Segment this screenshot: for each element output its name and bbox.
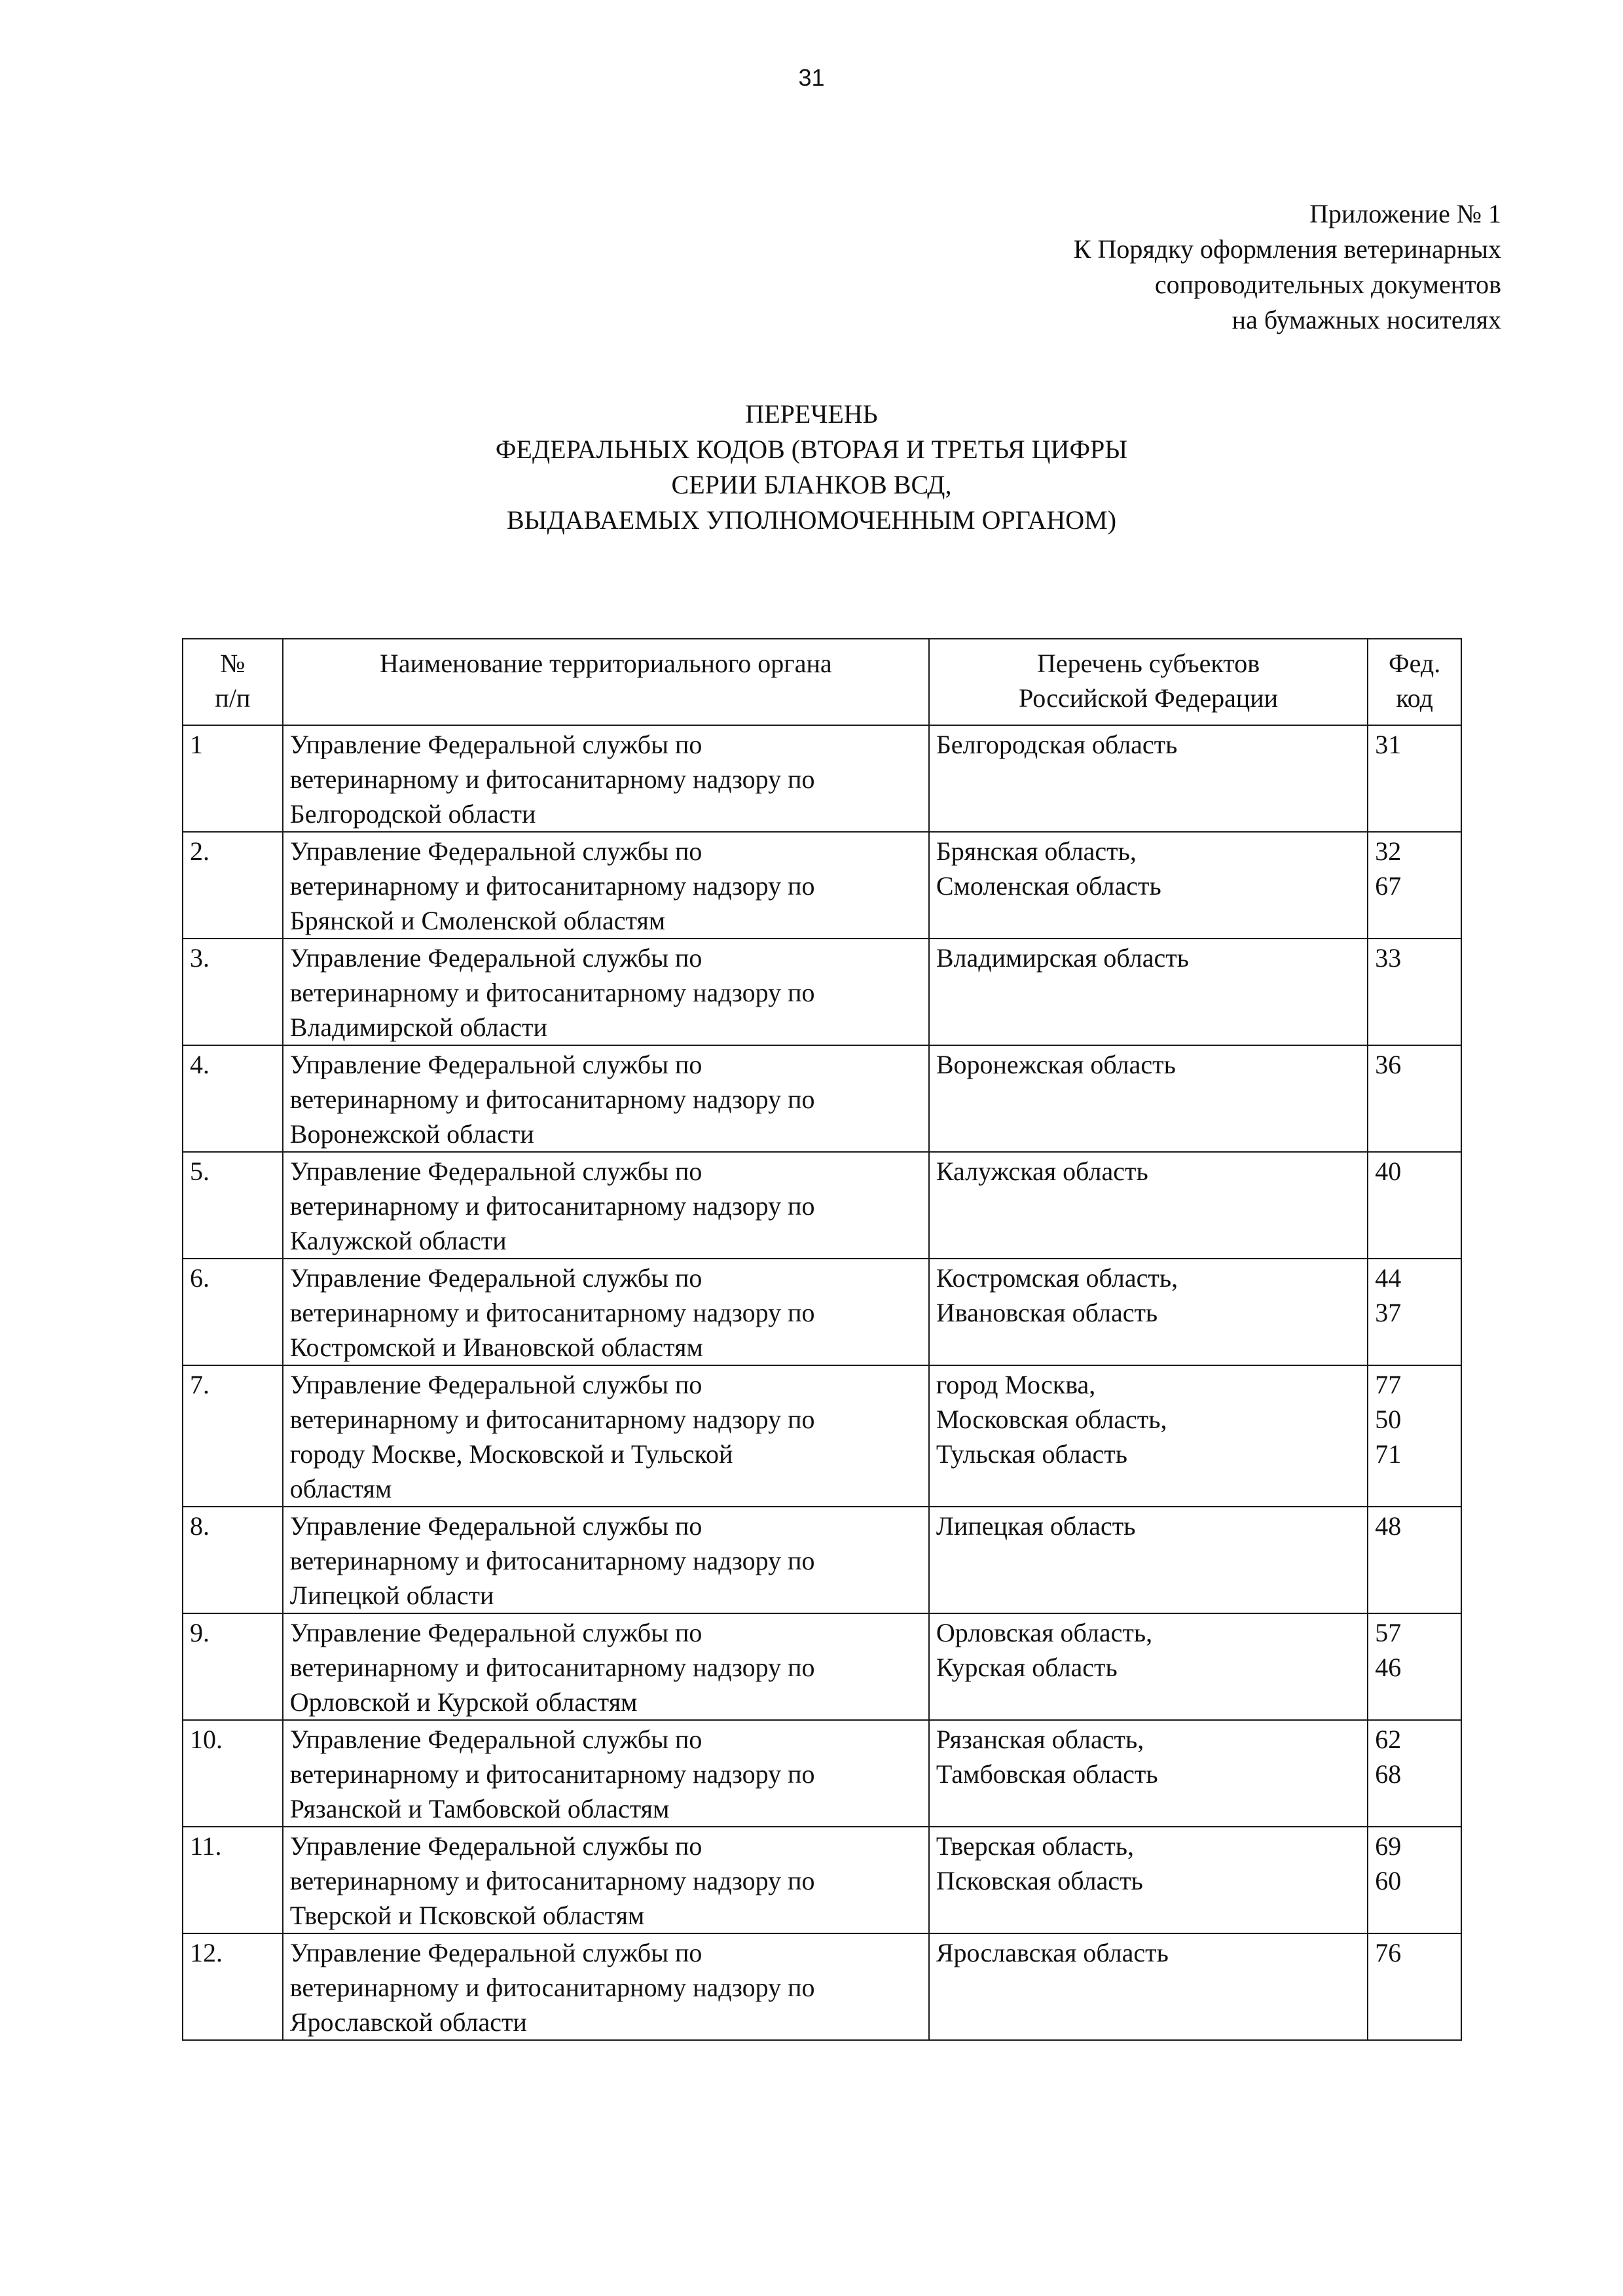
table-row [183, 1045, 1461, 1152]
code-line: 77 [1375, 1370, 1402, 1399]
header-subjects-line: Российской Федерации [1019, 683, 1279, 713]
org-line: ветеринарному и фитосанитарному надзору по [289, 1759, 815, 1789]
title-line: ФЕДЕРАЛЬНЫХ КОДОВ (ВТОРАЯ И ТРЕТЬЯ ЦИФРЫ [495, 435, 1128, 464]
org-line: Управление Федеральной службы по [289, 730, 702, 759]
table-row [183, 1827, 1461, 1933]
federation-subjects [929, 1365, 1368, 1507]
code-line: 32 [1375, 836, 1402, 866]
table-row [183, 1613, 1461, 1720]
org-line: Управление Федеральной службы по [289, 1157, 702, 1186]
document-title [0, 397, 1623, 538]
federal-code [1368, 832, 1461, 939]
table-row [183, 1365, 1461, 1507]
header-subjects [929, 639, 1368, 725]
row-number: 6. [183, 1259, 283, 1365]
header-num [183, 639, 283, 725]
org-line: ветеринарному и фитосанитарному надзору по [289, 1191, 815, 1221]
federal-code [1368, 1720, 1461, 1827]
territorial-body-name [283, 1365, 929, 1507]
org-line: ветеринарному и фитосанитарному надзору по [289, 1085, 815, 1114]
federal-code [1368, 725, 1461, 832]
header-code-line: код [1396, 683, 1433, 713]
appendix-line: Приложение № 1 [1309, 199, 1501, 228]
territorial-body-name [283, 939, 929, 1045]
header-org [283, 639, 929, 725]
federal-code [1368, 1613, 1461, 1720]
table-row [183, 832, 1461, 939]
code-line: 57 [1375, 1618, 1402, 1647]
territorial-body-name [283, 1507, 929, 1613]
org-line: Ярославской области [289, 2007, 527, 2037]
territorial-body-name [283, 832, 929, 939]
org-line: Управление Федеральной службы по [289, 1370, 702, 1399]
subject-line: Рязанская область, [936, 1725, 1144, 1754]
territorial-body-name [283, 1827, 929, 1933]
org-line: Брянской и Смоленской областям [289, 906, 666, 935]
subject-line: Орловская область, [936, 1618, 1153, 1647]
org-line: ветеринарному и фитосанитарному надзору по [289, 764, 815, 794]
territorial-body-name [283, 1720, 929, 1827]
federation-subjects [929, 939, 1368, 1045]
table-row [183, 1152, 1461, 1259]
header-org-line: Наименование территориального органа [379, 649, 832, 678]
subject-line: Курская область [936, 1653, 1118, 1682]
org-line: городу Москве, Московской и Тульской [289, 1439, 733, 1469]
table-row [183, 939, 1461, 1045]
org-line: Владимирской области [289, 1013, 547, 1042]
federation-subjects [929, 725, 1368, 832]
org-line: Тверской и Псковской областям [289, 1901, 645, 1930]
header-code [1368, 639, 1461, 725]
title-line: СЕРИИ БЛАНКОВ ВСД, [671, 470, 952, 499]
code-line: 37 [1375, 1298, 1402, 1327]
org-line: Воронежской области [289, 1119, 534, 1149]
appendix-note [1074, 196, 1501, 338]
appendix-line: на бумажных носителях [1231, 305, 1501, 334]
subject-line: Смоленская область [936, 871, 1161, 901]
code-line: 67 [1375, 871, 1402, 901]
org-line: Управление Федеральной службы по [289, 1511, 702, 1541]
org-line: ветеринарному и фитосанитарному надзору по [289, 978, 815, 1007]
federation-subjects [929, 1933, 1368, 2040]
code-line: 71 [1375, 1439, 1402, 1469]
org-line: Управление Федеральной службы по [289, 943, 702, 973]
table-row [183, 1507, 1461, 1613]
federation-subjects [929, 1152, 1368, 1259]
table-row [183, 1933, 1461, 2040]
page-number: 31 [798, 64, 825, 91]
federation-subjects [929, 1827, 1368, 1933]
row-number: 8. [183, 1507, 283, 1613]
code-line: 62 [1375, 1725, 1402, 1754]
subject-line: Костромская область, [936, 1263, 1178, 1293]
subject-line: Белгородская область [936, 730, 1178, 759]
org-line: ветеринарному и фитосанитарному надзору по [289, 1298, 815, 1327]
subject-line: Липецкая область [936, 1511, 1136, 1541]
org-line: Управление Федеральной службы по [289, 1725, 702, 1754]
title-line: ПЕРЕЧЕНЬ [745, 399, 878, 429]
federation-subjects [929, 1720, 1368, 1827]
federal-code [1368, 1152, 1461, 1259]
territorial-body-name [283, 1259, 929, 1365]
org-line: ветеринарному и фитосанитарному надзору по [289, 1973, 815, 2002]
subject-line: Брянская область, [936, 836, 1137, 866]
federal-code [1368, 939, 1461, 1045]
row-number: 1 [183, 725, 283, 832]
row-number: 3. [183, 939, 283, 1045]
federation-subjects [929, 1507, 1368, 1613]
code-line: 76 [1375, 1938, 1402, 1967]
org-line: областям [289, 1474, 392, 1503]
org-line: Костромской и Ивановской областям [289, 1333, 703, 1362]
code-line: 36 [1375, 1050, 1402, 1079]
federal-codes-table [182, 638, 1462, 2041]
title-line: ВЫДАВАЕМЫХ УПОЛНОМОЧЕННЫМ ОРГАНОМ) [506, 505, 1117, 535]
federation-subjects [929, 1259, 1368, 1365]
header-num-line: № [220, 649, 246, 678]
code-line: 33 [1375, 943, 1402, 973]
appendix-line: сопроводительных документов [1154, 270, 1501, 299]
territorial-body-name [283, 1933, 929, 2040]
code-line: 69 [1375, 1831, 1402, 1861]
org-line: Управление Федеральной службы по [289, 1938, 702, 1967]
org-line: ветеринарному и фитосанитарному надзору по [289, 1653, 815, 1682]
table-row [183, 1720, 1461, 1827]
federation-subjects [929, 1613, 1368, 1720]
code-line: 48 [1375, 1511, 1402, 1541]
subject-line: Воронежская область [936, 1050, 1176, 1079]
org-line: ветеринарному и фитосанитарному надзору по [289, 871, 815, 901]
org-line: ветеринарному и фитосанитарному надзору по [289, 1546, 815, 1575]
subject-line: Псковская область [936, 1866, 1143, 1895]
row-number: 2. [183, 832, 283, 939]
code-line: 40 [1375, 1157, 1402, 1186]
header-num-line: п/п [215, 683, 251, 713]
code-line: 50 [1375, 1405, 1402, 1434]
org-line: Управление Федеральной службы по [289, 1050, 702, 1079]
org-line: Управление Федеральной службы по [289, 836, 702, 866]
territorial-body-name [283, 725, 929, 832]
subject-line: Калужская область [936, 1157, 1148, 1186]
federation-subjects [929, 832, 1368, 939]
org-line: Калужской области [289, 1226, 507, 1255]
code-line: 68 [1375, 1759, 1402, 1789]
federal-code [1368, 1259, 1461, 1365]
org-line: ветеринарному и фитосанитарному надзору по [289, 1866, 815, 1895]
subject-line: Тульская область [936, 1439, 1127, 1469]
territorial-body-name [283, 1045, 929, 1152]
federal-code [1368, 1933, 1461, 2040]
row-number: 7. [183, 1365, 283, 1507]
code-line: 60 [1375, 1866, 1402, 1895]
subject-line: Ивановская область [936, 1298, 1158, 1327]
subject-line: Московская область, [936, 1405, 1167, 1434]
table-row [183, 1259, 1461, 1365]
org-line: Управление Федеральной службы по [289, 1263, 702, 1293]
row-number: 5. [183, 1152, 283, 1259]
org-line: Управление Федеральной службы по [289, 1831, 702, 1861]
org-line: Белгородской области [289, 799, 536, 829]
federal-code [1368, 1507, 1461, 1613]
appendix-line: К Порядку оформления ветеринарных [1073, 234, 1501, 264]
row-number: 12. [183, 1933, 283, 2040]
federal-code [1368, 1827, 1461, 1933]
header-subjects-line: Перечень субъектов [1036, 649, 1260, 678]
subject-line: Тверская область, [936, 1831, 1134, 1861]
code-line: 44 [1375, 1263, 1402, 1293]
row-number: 9. [183, 1613, 283, 1720]
code-line: 46 [1375, 1653, 1402, 1682]
org-line: ветеринарному и фитосанитарному надзору по [289, 1405, 815, 1434]
row-number: 4. [183, 1045, 283, 1152]
org-line: Орловской и Курской областям [289, 1687, 638, 1717]
federal-code [1368, 1045, 1461, 1152]
territorial-body-name [283, 1613, 929, 1720]
subject-line: город Москва, [936, 1370, 1096, 1399]
subject-line: Тамбовская область [936, 1759, 1158, 1789]
org-line: Управление Федеральной службы по [289, 1618, 702, 1647]
territorial-body-name [283, 1152, 929, 1259]
org-line: Липецкой области [289, 1581, 494, 1610]
code-line: 31 [1375, 730, 1402, 759]
header-code-line: Фед. [1389, 649, 1441, 678]
federation-subjects [929, 1045, 1368, 1152]
subject-line: Владимирская область [936, 943, 1189, 973]
row-number: 10. [183, 1720, 283, 1827]
subject-line: Ярославская область [936, 1938, 1169, 1967]
org-line: Рязанской и Тамбовской областям [289, 1794, 670, 1823]
federal-code [1368, 1365, 1461, 1507]
table-row [183, 725, 1461, 832]
table-header-row [183, 639, 1461, 725]
row-number: 11. [183, 1827, 283, 1933]
